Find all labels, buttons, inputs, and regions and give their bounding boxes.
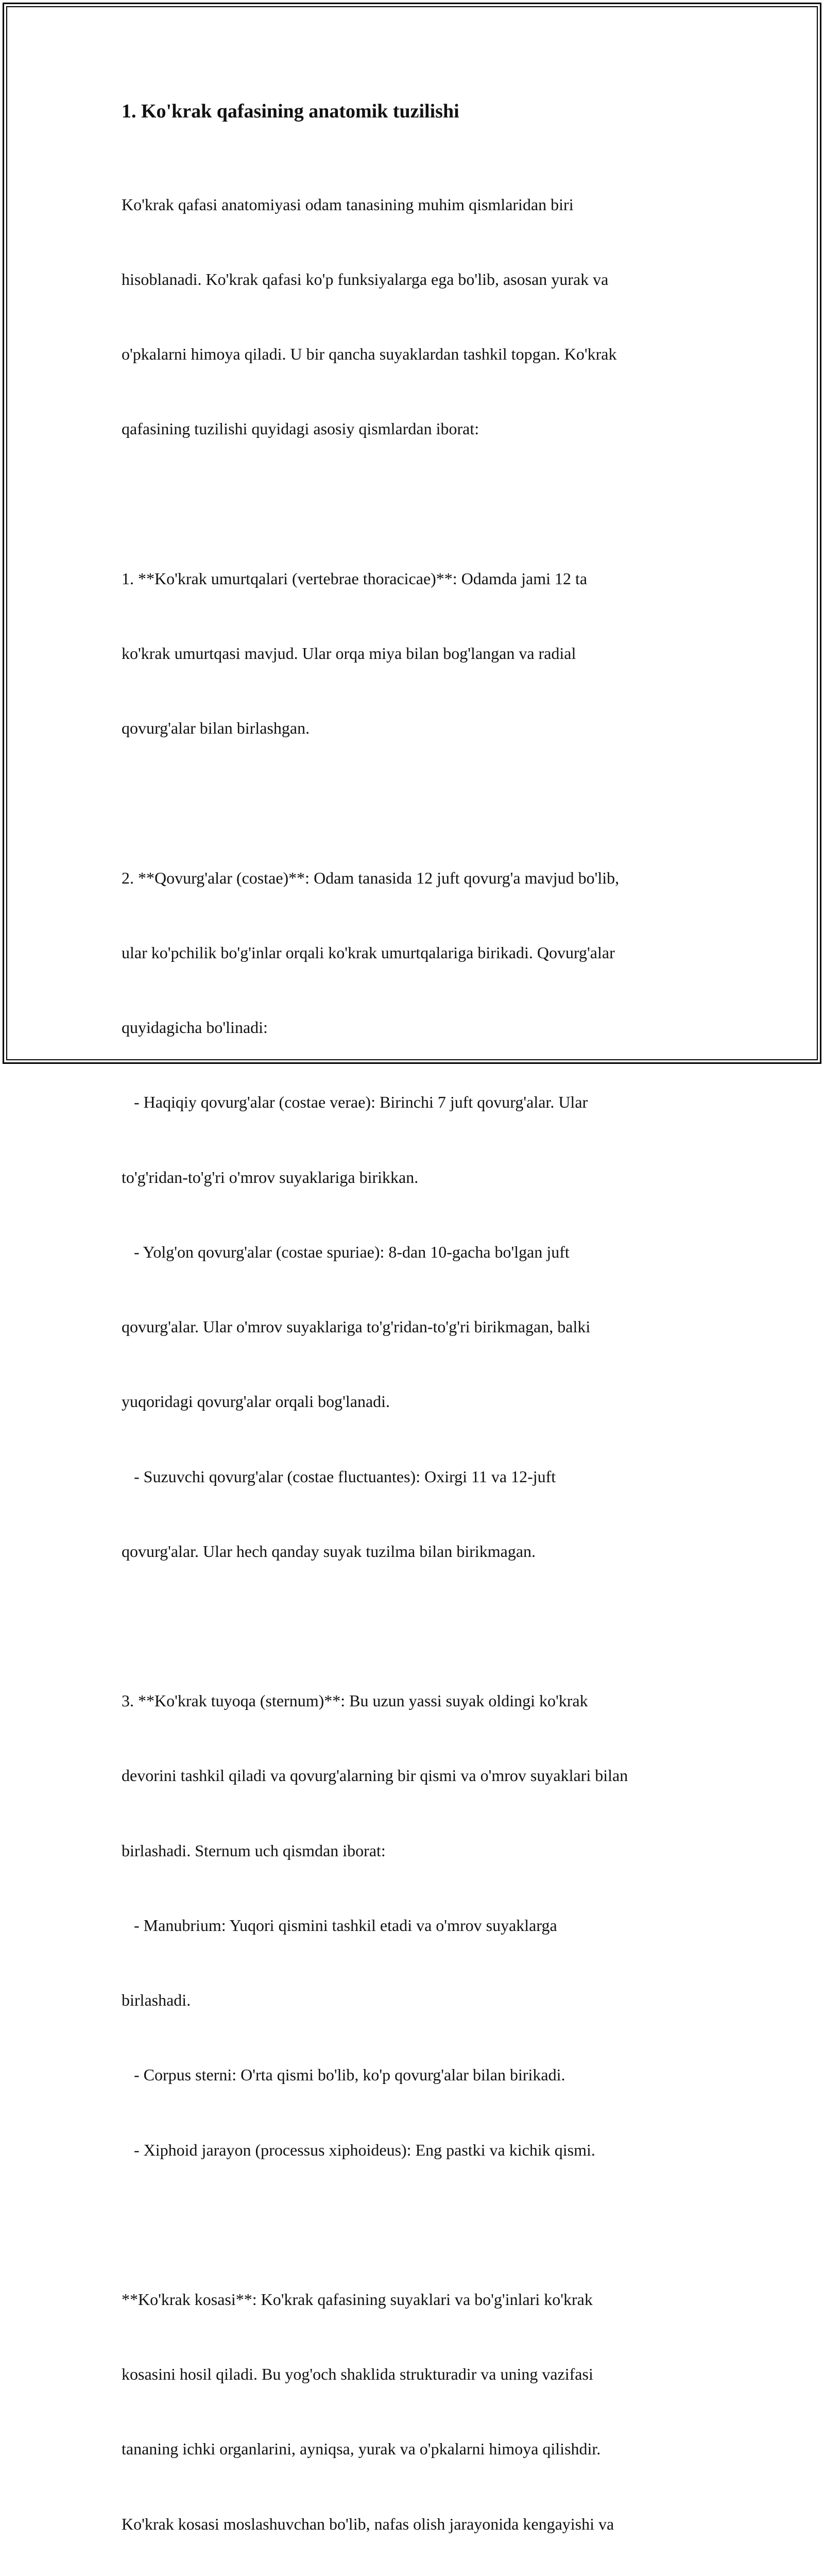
list-item-line: - Xiphoid jarayon (processus xiphoideus): Eng pastki va kichik qismi. [122, 2140, 595, 2159]
text-line: 2. **Qovurg'alar (costae)**: Odam tanasida 12 juft qovurg'a mavjud bo'lib, [122, 868, 620, 887]
text-line: devorini tashkil qiladi va qovurg'alarning bir qismi va o'mrov suyaklari bilan [122, 1766, 628, 1785]
section-heading: 1. Ko'krak qafasining anatomik tuzilishi [122, 100, 459, 122]
text-line: **Ko'krak kosasi**: Ko'krak qafasining suyaklari va bo'g'inlari ko'krak [122, 2290, 593, 2309]
text-line: qovurg'alar bilan birlashgan. [122, 719, 310, 738]
list-item-line: - Corpus sterni: O'rta qismi bo'lib, ko'p qovurg'alar bilan birikadi. [122, 2065, 565, 2084]
text-line: Ko'krak kosasi moslashuvchan bo'lib, nafas olish jarayonida kengayishi va [122, 2514, 614, 2533]
text-line: yuqoridagi qovurg'alar orqali bog'lanadi. [122, 1392, 390, 1411]
list-item-line: - Manubrium: Yuqori qismini tashkil etadi va o'mrov suyaklarga [122, 1916, 557, 1935]
text-line: birlashadi. [122, 1991, 191, 2010]
list-item-line: - Haqiqiy qovurg'alar (costae verae): Birinchi 7 juft qovurg'alar. Ular [122, 1093, 588, 1112]
text-line: kosasini hosil qiladi. Bu yog'och shaklida strukturadir va uning vazifasi [122, 2365, 593, 2384]
text-line: 1. **Ko'krak umurtqalari (vertebrae thoracicae)**: Odamda jami 12 ta [122, 569, 588, 588]
body-text [122, 142, 709, 2576]
text-line: quyidagicha bo'linadi: [122, 1018, 268, 1037]
blank-line [122, 1614, 709, 1638]
blank-line [122, 492, 709, 516]
text-line: qovurg'alar. Ular o'mrov suyaklariga to'g'ridan-to'g'ri birikmagan, balki [122, 1317, 591, 1336]
text-line: birlashadi. Sternum uch qismdan iborat: [122, 1841, 386, 1860]
text-line: qafasining tuzilishi quyidagi asosiy qismlardan iborat: [122, 419, 479, 438]
text-line: hisoblanadi. Ko'krak qafasi ko'p funksiyalarga ega bo'lib, asosan yurak va [122, 270, 609, 289]
text-line: ular ko'pchilik bo'g'inlar orqali ko'krak umurtqalariga birikadi. Qovurg'alar [122, 943, 615, 962]
blank-line [122, 2212, 709, 2237]
text-line: Ko'krak qafasi anatomiyasi odam tanasining muhim qismlaridan biri [122, 195, 574, 214]
text-line: o'pkalarni himoya qiladi. U bir qancha suyaklardan tashkil topgan. Ko'krak [122, 345, 617, 364]
document-body [122, 96, 709, 2576]
blank-line [122, 791, 709, 816]
text-line: qovurg'alar. Ular hech qanday suyak tuzilma bilan birikmagan. [122, 1541, 536, 1561]
text-line: tananing ichki organlarini, ayniqsa, yurak va o'pkalarni himoya qilishdir. [122, 2439, 601, 2459]
text-line: 3. **Ko'krak tuyoqa (sternum)**: Bu uzun yassi suyak oldingi ko'krak [122, 1691, 588, 1710]
list-item-line: - Suzuvchi qovurg'alar (costae fluctuantes): Oxirgi 11 va 12-juft [122, 1467, 556, 1486]
list-item-line: - Yolg'on qovurg'alar (costae spuriae): 8-dan 10-gacha bo'lgan juft [122, 1242, 570, 1261]
text-line: to'g'ridan-to'g'ri o'mrov suyaklariga birikkan. [122, 1167, 419, 1187]
text-line: ko'krak umurtqasi mavjud. Ular orqa miya bilan bog'langan va radial [122, 644, 576, 663]
